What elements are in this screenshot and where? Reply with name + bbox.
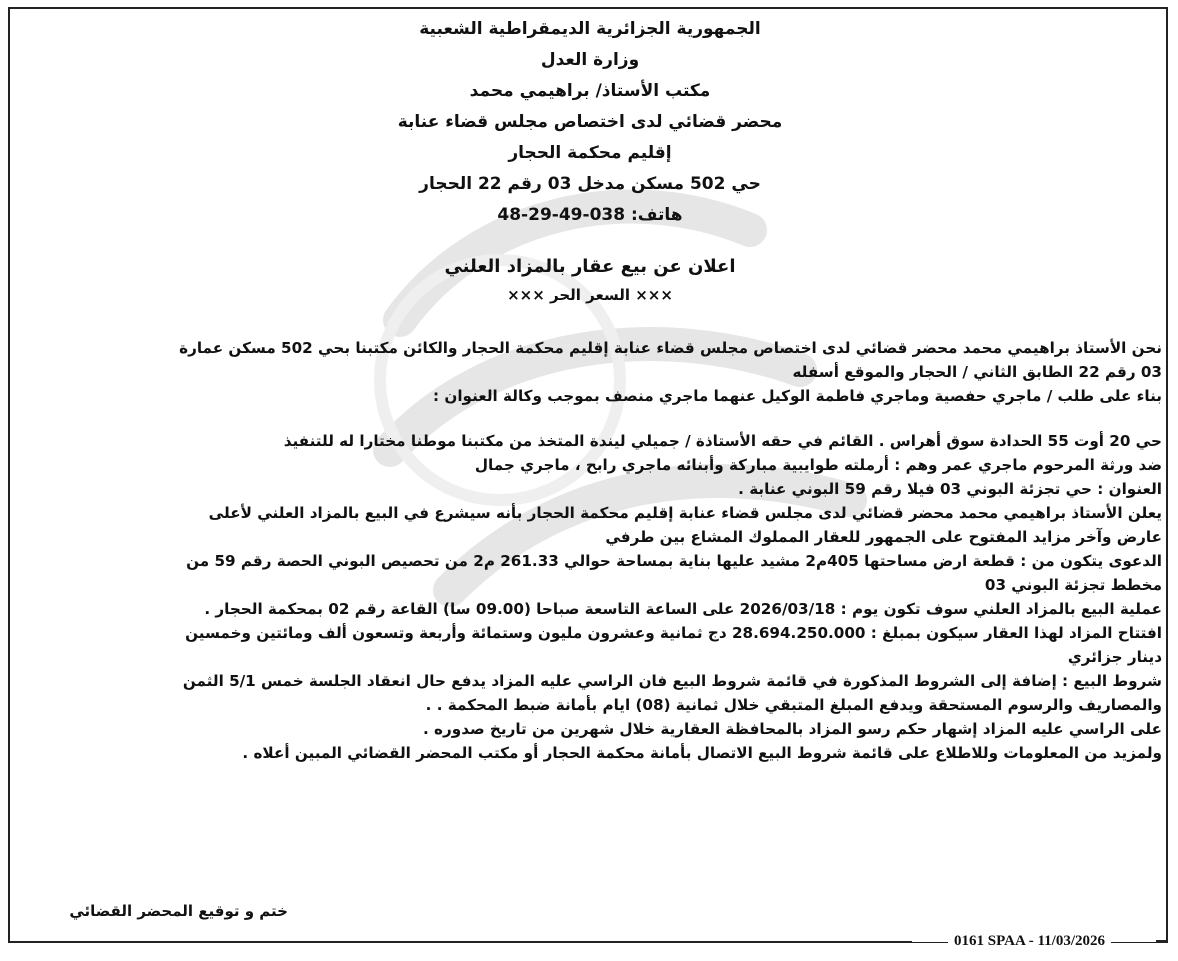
notice-body bbox=[20, 336, 1162, 765]
notice-title-sub: ××× السعر الحر ××× bbox=[507, 286, 673, 304]
body-line: الدعوى يتكون من : قطعة ارض مساحتها 405م2 مشيد عليها بناية بمساحة حوالي 261.33 م2 من تحصيص البوني الحصة رقم 59 من bbox=[186, 552, 1162, 570]
body-line: 03 رقم 22 الطابق الثاني / الحجار والموقع أسفله bbox=[792, 363, 1162, 381]
body-line: العنوان : حي تجزئة البوني 03 فيلا رقم 59 البوني عنابة . bbox=[738, 480, 1162, 498]
body-line: مخطط تجزئة البوني 03 bbox=[984, 576, 1162, 594]
court-line: إقليم محكمة الحجار bbox=[508, 143, 672, 163]
body-line: دينار جزائري bbox=[1067, 648, 1162, 666]
body-line: افتتاح المزاد لهذا العقار سيكون بمبلغ : 28.694.250.000 دج ثمانية وعشرون مليون وستمائة وأربعة وتسعون ألف ومائتين وخمسين bbox=[185, 624, 1162, 642]
notice-header bbox=[200, 14, 980, 231]
body-line: شروط البيع : إضافة إلى الشروط المذكورة في قائمة شروط البيع فان الراسي عليه المزاد يدفع حال انعقاد الجلسة خمس 5/1 الثمن bbox=[182, 672, 1162, 690]
body-line: حي 20 أوت 55 الحدادة سوق أهراس . القائم في حقه الأستاذة / جميلي ليندة المتخذ من مكتبنا موطنا مختارا له للتنفيذ bbox=[283, 432, 1162, 450]
bailiff-line: محضر قضائي لدى اختصاص مجلس قضاء عنابة bbox=[397, 112, 783, 132]
republic-line: الجمهورية الجزائرية الديمقراطية الشعبية bbox=[419, 19, 761, 39]
body-line: عارض وآخر مزايد المفتوح على الجمهور للعقار المملوك المشاع بين طرفي bbox=[605, 528, 1162, 546]
notice-title bbox=[200, 252, 980, 308]
body-line: والمصاريف والرسوم المستحقة ويدفع المبلغ المتبقي خلال ثمانية (08) ايام بأمانة ضبط المحكمة . . bbox=[425, 696, 1162, 714]
notice-title-main: اعلان عن بيع عقار بالمزاد العلني bbox=[444, 256, 736, 277]
reference-code: 0161 SPAA - 11/03/2026 bbox=[948, 930, 1111, 952]
phone-line: هاتف: 038-49-29-48 bbox=[497, 205, 683, 225]
body-line: عملية البيع بالمزاد العلني سوف تكون يوم : 2026/03/18 على الساعة التاسعة صباحا (09.00 سا) القاعة رقم 02 بمحكمة الحجار . bbox=[204, 600, 1162, 618]
body-line: ضد ورثة المرحوم ماجري عمر وهم : أرملته طوايبية مباركة وأبنائه ماجري رابح ، ماجري جمال bbox=[474, 456, 1162, 474]
body-line: يعلن الأستاذ براهيمي محمد محضر قضائي لدى مجلس قضاء عنابة إقليم محكمة الحجار بأنه سيشرع في البيع بالمزاد العلني لأعلى bbox=[208, 504, 1162, 522]
reference-rule bbox=[1156, 940, 1168, 942]
office-line: مكتب الأستاذ/ براهيمي محمد bbox=[469, 81, 711, 101]
body-line: على الراسي عليه المزاد إشهار حكم رسو المزاد بالمحافظة العقارية خلال شهرين من تاريخ صدوره . bbox=[422, 720, 1162, 738]
body-line: نحن الأستاذ براهيمي محمد محضر قضائي لدى اختصاص مجلس قضاء عنابة إقليم محكمة الحجار والكائن مكتبنا بحي 502 مسكن عمارة bbox=[179, 339, 1162, 357]
body-line: بناء على طلب / ماجري حفصية وماجري فاطمة الوكيل عنهما ماجري منصف بموجب وكالة العنوان : bbox=[433, 387, 1162, 405]
body-line: ولمزيد من المعلومات وللاطلاع على قائمة شروط البيع الاتصال بأمانة محكمة الحجار أو مكتب المحضر القضائي المبين أعلاه . bbox=[242, 744, 1162, 762]
ministry-line: وزارة العدل bbox=[540, 50, 640, 70]
signature-label: ختم و توقيع المحضر القضائي bbox=[69, 902, 288, 920]
address-line: حي 502 مسكن مدخل 03 رقم 22 الحجار bbox=[419, 174, 761, 194]
